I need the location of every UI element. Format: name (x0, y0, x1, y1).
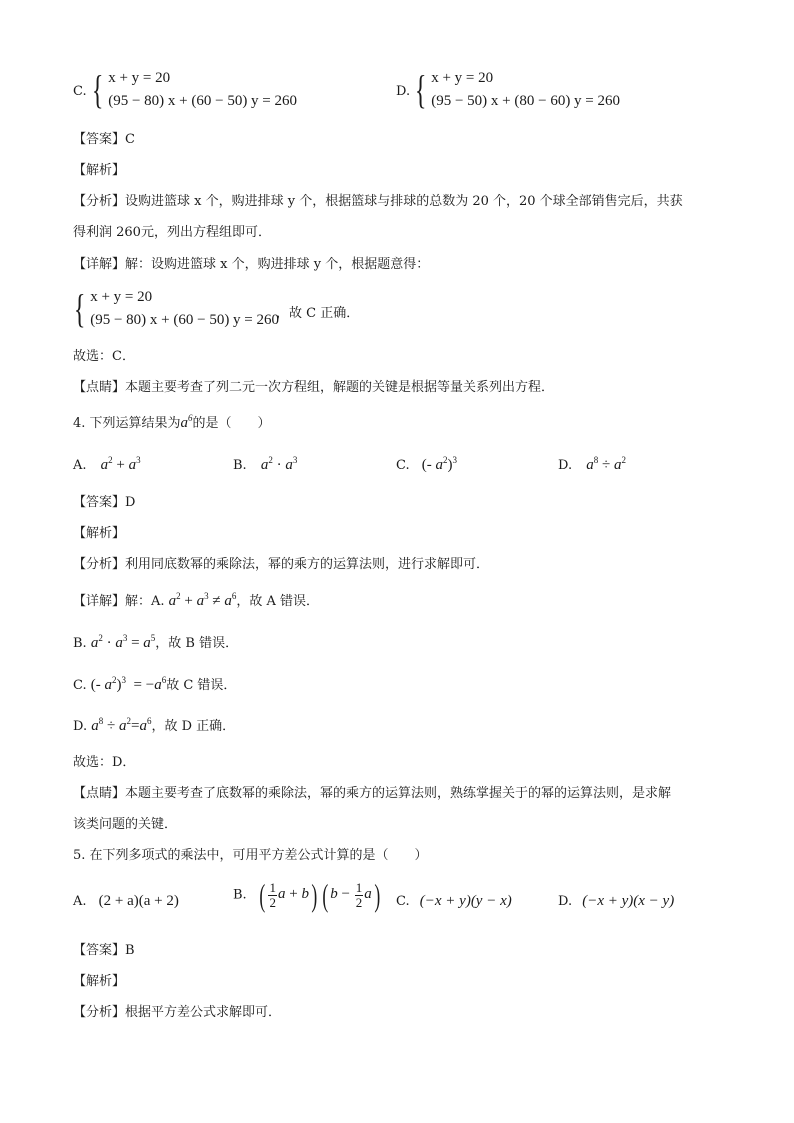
q3-fenxi: 【分析】设购进篮球 x 个，购进排球 y 个，根据篮球与排球的总数为 20 个，20 个球全部销售完后，共获 (73, 194, 683, 209)
q3-solution-eq2: (95 − 80) x + (60 − 50) y = 260 (90, 312, 280, 328)
q4-option-d (558, 457, 626, 474)
q3-answer: 【答案】C (73, 132, 135, 147)
brace-symbol: { (91, 67, 104, 112)
q4-option-a-label: A. (73, 458, 87, 473)
q3-fenxi-cont: 得利润 260元，列出方程组即可． (73, 225, 271, 240)
q4-option-d-expr: $a^8 \div a^2$ (586, 455, 626, 473)
q4-option-b-expr: $a^2 \cdot a^3$ (260, 455, 298, 473)
q4-dianjing-cont: 该类问题的关键． (73, 817, 178, 832)
q4-detail-d-pre: D. (73, 719, 88, 734)
q4-answer: 【答案】D (73, 495, 136, 510)
q4-option-b-label: B. (233, 458, 247, 473)
q3-dianjing: 【点睛】本题主要考查了列二元一次方程组，解题的关键是根据等量关系列出方程． (73, 380, 555, 395)
q4-stem-math: $a^6$ (180, 413, 193, 431)
q4-guxuan: 故选：D． (73, 755, 136, 770)
q3-guxuan: 故选：C． (73, 349, 135, 364)
q4-stem (73, 414, 271, 433)
q5-answer: 【答案】B (73, 943, 135, 958)
q4-option-b (233, 457, 297, 474)
q3-jiexi: 【解析】 (73, 163, 126, 178)
q4-option-d-label: D. (558, 458, 573, 473)
q4-option-a (73, 457, 141, 474)
q3-solution-eq1: x + y = 20 (90, 289, 153, 305)
q4-detail-c-expr: (- $a^2)^3 = -a^6$ (90, 675, 167, 693)
q5-jiexi: 【解析】 (73, 974, 126, 989)
q4-detail-b-pre: B. (73, 636, 87, 651)
q4-option-c (396, 457, 457, 474)
q3-solution-system (70, 286, 279, 332)
q3-option-d-system (411, 67, 620, 113)
q4-xiangjie-pre: 【详解】解：A. (73, 594, 165, 609)
q3-option-c-eq1: x + y = 20 (108, 70, 171, 86)
q4-option-a-expr: $a^2 + a^3$ (100, 455, 141, 473)
q3-xiangjie: 【详解】解：设购进篮球 x 个，购进排球 y 个，根据题意得： (73, 257, 430, 272)
q4-detail-d-expr: $a^8 \div a^2=a^6$ (91, 716, 152, 734)
q5-option-d-label: D. (558, 894, 573, 909)
q5-option-c-label: C. (396, 894, 410, 909)
brace-symbol: { (414, 67, 427, 112)
q4-detail-c-pre: C. (73, 678, 87, 693)
q5-option-b (233, 879, 382, 911)
q4-detail-d (73, 717, 235, 736)
q5-option-b-expr: ( $\frac{1}{2}$ a + b) ( b − $\frac{1}{2}$ a) (259, 877, 380, 913)
q5-stem: 5. 在下列多项式的乘法中，可用平方差公式计算的是（ ） (73, 848, 428, 863)
q4-detail-d-post: ，故 D 正确． (151, 719, 236, 734)
q5-option-b-label: B. (233, 887, 247, 903)
q3-option-d-eq2: (95 − 50) x + (80 − 60) y = 260 (431, 93, 621, 109)
q3-solution-tail: ，故 C 正确． (276, 306, 360, 321)
q5-option-a-label: A. (73, 894, 87, 909)
q3-option-d-label: D. (396, 84, 411, 99)
q5-option-a (73, 893, 179, 910)
q4-option-c-label: C. (396, 458, 410, 473)
q3-option-c-eq2: (95 − 80) x + (60 − 50) y = 260 (108, 93, 298, 109)
q4-jiexi: 【解析】 (73, 526, 126, 541)
q4-stem-post: 的是（ ） (192, 416, 271, 431)
q5-option-d (558, 893, 674, 910)
q5-option-a-expr: (2 + a)(a + 2) (98, 893, 179, 909)
q4-detail-b-post: ，故 B 错误． (155, 636, 239, 651)
q4-detail-c-post: 故 C 错误． (166, 678, 237, 693)
q4-dianjing: 【点睛】本题主要考查了底数幂的乘除法，幂的乘方的运算法则，熟练掌握关于的幂的运算法则，是求解 (73, 786, 672, 801)
q4-detail-b (73, 634, 238, 653)
q4-fenxi: 【分析】利用同底数幂的乘除法，幂的乘方的运算法则，进行求解即可． (73, 557, 490, 572)
q4-option-c-expr: (- $a^2)^3$ (421, 455, 458, 473)
brace-symbol: { (73, 286, 86, 331)
q5-fenxi: 【分析】根据平方差公式求解即可． (73, 1005, 282, 1020)
q5-option-c-expr: (−x + y)(y − x) (419, 893, 512, 909)
q5-option-d-expr: (−x + y)(x − y) (582, 893, 675, 909)
q5-option-c (396, 893, 512, 910)
q4-detail-b-expr: $a^2 \cdot a^3 = a^5$ (90, 633, 156, 651)
q3-option-c-system (88, 67, 297, 113)
q4-detail-c (73, 676, 236, 695)
q4-xiangjie (73, 592, 319, 611)
q4-xiangjie-expr: $a^2 + a^3 \ne a^6$ (168, 591, 237, 609)
q4-xiangjie-post: ，故 A 错误． (236, 594, 320, 609)
q3-option-c-label: C. (73, 84, 87, 99)
q4-stem-pre: 4. 下列运算结果为 (73, 416, 181, 431)
q3-option-d-eq1: x + y = 20 (431, 70, 494, 86)
